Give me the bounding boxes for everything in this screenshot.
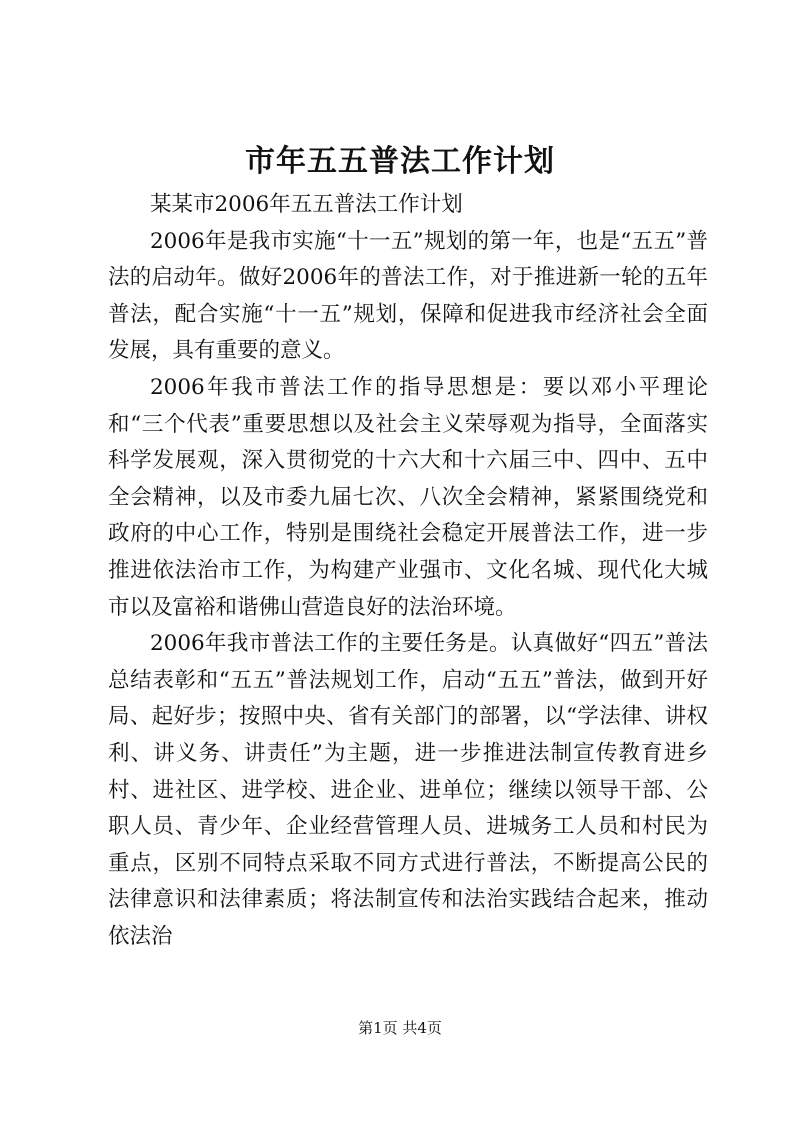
- paragraph-main-tasks: 2006年我市普法工作的主要任务是。认真做好“四五”普法总结表彰和“五五”普法规划工作，启动“五五”普法，做到开好局、起好步；按照中央、省有关部门的部署，以“学法律、讲权利、讲义务、讲责任”为主题，进一步推进法制宣传教育进乡村、进社区、进学校、进企业、进单位；继续以领导干部、公职人员、青少年、企业经营管理人员、进城务工人员和村民为重点，区别不同特点采取不同方式进行普法，不断提高公民的法律意识和法律素质；将法制宣传和法治实践结合起来，推动依法治: [108, 631, 708, 949]
- page-number-footer: 第1页 共4页: [358, 1019, 442, 1037]
- document-body: [108, 187, 708, 955]
- paragraph-guiding-ideology: 2006年我市普法工作的指导思想是：要以邓小平理论和“三个代表”重要思想以及社会主义荣辱观为指导，全面落实科学发展观，深入贯彻党的十六大和十六届三中、四中、五中全会精神，以及市委九届七次、八次全会精神，紧紧围绕党和政府的中心工作，特别是围绕社会稳定开展普法工作，进一步推进依法治市工作，为构建产业强市、文化名城、现代化大城市以及富裕和谐佛山营造良好的法治环境。: [108, 374, 708, 620]
- paragraph-subtitle: 某某市2006年五五普法工作计划: [150, 192, 463, 217]
- paragraph-intro: 2006年是我市实施“十一五”规划的第一年，也是“五五”普法的启动年。做好2006年的普法工作，对于推进新一轮的五年普法，配合实施“十一五”规划，保障和促进我市经济社会全面发展，具有重要的意义。: [108, 228, 708, 364]
- document-title: 市年五五普法工作计划: [245, 144, 555, 179]
